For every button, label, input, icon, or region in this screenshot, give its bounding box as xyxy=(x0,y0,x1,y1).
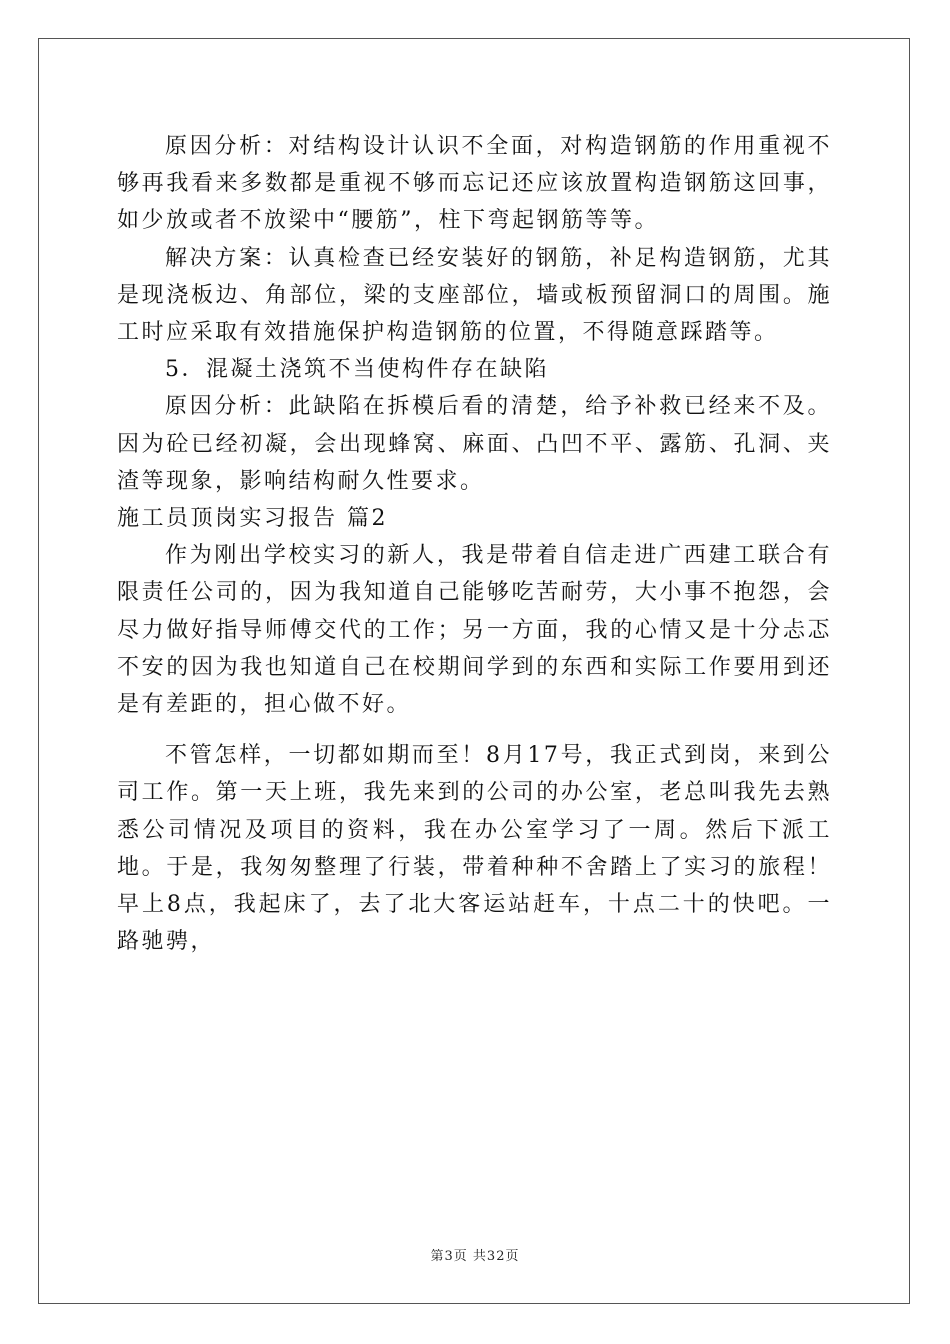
paragraph-heading-5: 5．混凝土浇筑不当使构件存在缺陷 xyxy=(165,357,549,383)
section-title-part-2: 施工员顶岗实习报告 篇2 xyxy=(117,506,388,532)
document-body xyxy=(117,128,842,960)
paragraph-intro-internship: 作为刚出学校实习的新人，我是带着自信走进广西建工联合有限责任公司的，因为我知道自己能够吃苦耐劳，大小事不抱怨，会尽力做好指导师傅交代的工作；另一方面，我的心情又是十分忐忑不安的因为我也知道自己在校期间学到的东西和实际工作要用到还是有差距的，担心做不好。 xyxy=(117,543,832,718)
paragraph-first-day: 不管怎样，一切都如期而至！8月17号，我正式到岗，来到公司工作。第一天上班，我先来到的公司的办公室，老总叫我先去熟悉公司情况及项目的资料，我在办公室学习了一周。然后下派工地。于是，我匆匆整理了行装，带着种种不舍踏上了实习的旅程！ 早上8点，我起床了，去了北大客运站赶车，十点二十的快吧。一路驰骋， xyxy=(117,743,842,955)
paragraph-cause-analysis-1: 原因分析：对结构设计认识不全面，对构造钢筋的作用重视不够再我看来多数都是重视不够而忘记还应该放置构造钢筋这回事，如少放或者不放梁中“腰筋”，柱下弯起钢筋等等。 xyxy=(117,134,832,234)
paragraph-solution: 解决方案：认真检查已经安装好的钢筋，补足构造钢筋，尤其是现浇板边、角部位，梁的支座部位，墙或板预留洞口的周围。施工时应采取有效措施保护构造钢筋的位置，不得随意踩踏等。 xyxy=(117,245,832,346)
paragraph-cause-analysis-2: 原因分析：此缺陷在拆模后看的清楚，给予补救已经来不及。因为砼已经初凝，会出现蜂窝、麻面、凸凹不平、露筋、孔洞、夹渣等现象，影响结构耐久性要求。 xyxy=(117,394,832,494)
page-footer: 第3页 共32页 xyxy=(430,1249,520,1264)
